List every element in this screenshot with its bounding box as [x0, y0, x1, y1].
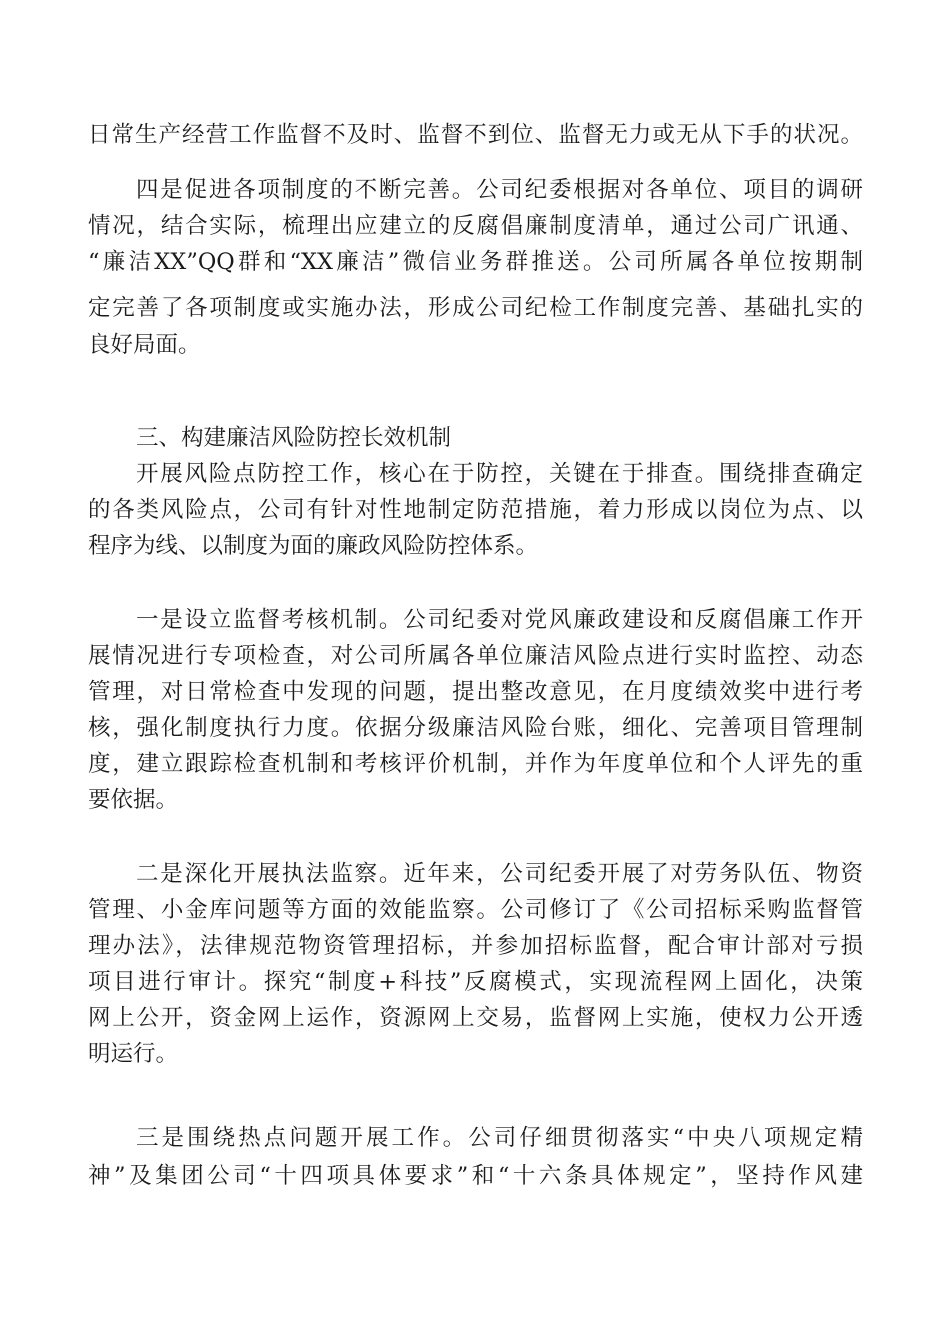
- paragraph-line: 项目进行审计。探究“制度+科技”反腐模式，实现流程网上固化，决策: [88, 969, 863, 995]
- paragraph-line: 要依据。: [88, 787, 179, 813]
- paragraph-line: 一是设立监督考核机制。公司纪委对党风廉政建设和反腐倡廉工作开: [136, 607, 863, 633]
- paragraph-line: 度，建立跟踪检查机制和考核评价机制，并作为年度单位和个人评先的重: [88, 751, 863, 777]
- paragraph-line: 理办法》，法律规范物资管理招标，并参加招标监督，配合审计部对亏损: [88, 933, 863, 959]
- paragraph-line: “廉洁XX”QQ群和“XX廉洁”微信业务群推送。公司所属各单位按期制: [88, 249, 863, 275]
- paragraph-line: 开展风险点防控工作，核心在于防控，关键在于排查。围绕排查确定: [136, 461, 863, 487]
- paragraph-line: 四是促进各项制度的不断完善。公司纪委根据对各单位、项目的调研: [136, 177, 863, 203]
- paragraph-line: 明运行。: [88, 1041, 179, 1067]
- paragraph-line: 神”及集团公司“十四项具体要求”和“十六条具体规定”，坚持作风建: [88, 1163, 863, 1189]
- paragraph-line: 日常生产经营工作监督不及时、监督不到位、监督无力或无从下手的状况。: [88, 122, 863, 148]
- paragraph-line: 二是深化开展执法监察。近年来，公司纪委开展了对劳务队伍、物资: [136, 861, 863, 887]
- paragraph-line: 程序为线、以制度为面的廉政风险防控体系。: [88, 533, 539, 559]
- paragraph-line: 管理，对日常检查中发现的问题，提出整改意见，在月度绩效奖中进行考: [88, 679, 863, 705]
- paragraph-line: 核，强化制度执行力度。依据分级廉洁风险台账，细化、完善项目管理制: [88, 715, 863, 741]
- paragraph-line: 网上公开，资金网上运作，资源网上交易，监督网上实施，使权力公开透: [88, 1005, 863, 1031]
- paragraph-line: 情况，结合实际，梳理出应建立的反腐倡廉制度清单，通过公司广讯通、: [88, 213, 863, 239]
- paragraph-line: 管理、小金库问题等方面的效能监察。公司修订了《公司招标采购监督管: [88, 897, 863, 923]
- paragraph-line: 良好局面。: [88, 332, 201, 358]
- paragraph-line: 定完善了各项制度或实施办法，形成公司纪检工作制度完善、基础扎实的: [88, 295, 863, 321]
- section-heading: 三、构建廉洁风险防控长效机制: [136, 425, 452, 451]
- paragraph-line: 展情况进行专项检查，对公司所属各单位廉洁风险点进行实时监控、动态: [88, 643, 863, 669]
- paragraph-line: 的各类风险点，公司有针对性地制定防范措施，着力形成以岗位为点、以: [88, 497, 863, 523]
- paragraph-line: 三是围绕热点问题开展工作。公司仔细贯彻落实“中央八项规定精: [136, 1125, 863, 1151]
